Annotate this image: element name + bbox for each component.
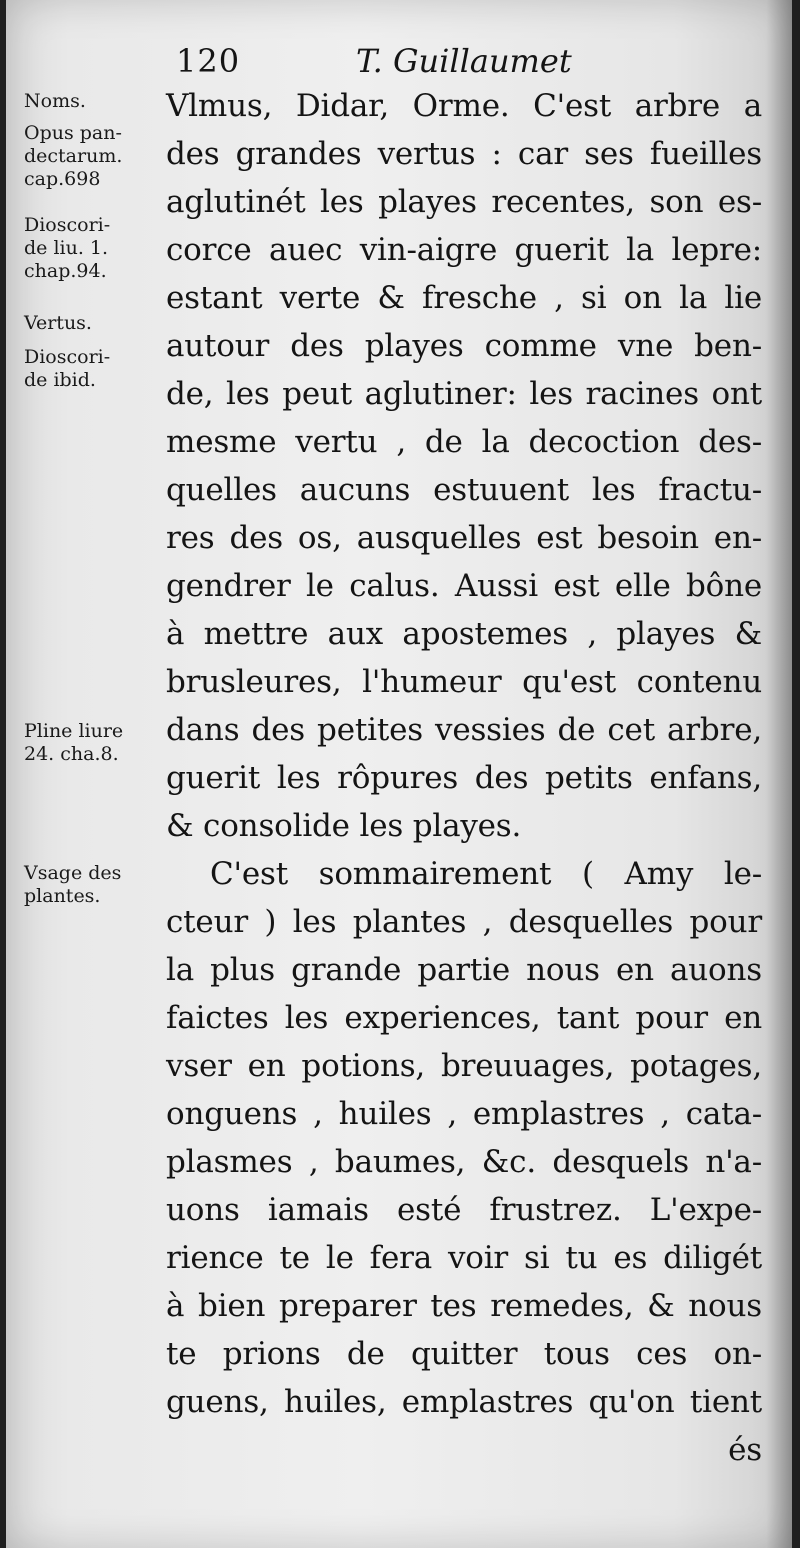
text-line: à mettre aux apostemes , playes &: [166, 616, 762, 652]
text-line: uons iamais esté frustrez. L'expe-: [166, 1192, 762, 1228]
book-page: [6, 0, 792, 1548]
text-line: guerit les rôpures des petits enfans,: [166, 760, 762, 796]
margin-note-opus: [24, 122, 122, 191]
margin-note-dioscoride-1: [24, 214, 110, 283]
margin-note-dioscoride-2: [24, 346, 110, 392]
margin-note-pline: [24, 720, 123, 766]
text-line: onguens , huiles , emplastres , cata-: [166, 1096, 762, 1132]
text-line: quelles aucuns estuuent les fractu-: [166, 472, 762, 508]
text-line: des grandes vertus : car ses fueilles: [166, 136, 762, 172]
text-line: à bien preparer tes remedes, & nous: [166, 1288, 762, 1324]
margin-note-vertus: [24, 312, 92, 335]
margin-note-line: chap.94.: [24, 260, 107, 282]
running-title: T. Guillaumet: [356, 42, 572, 80]
margin-note-line: Vertus.: [24, 312, 92, 334]
margin-note-line: 24. cha.8.: [24, 743, 119, 765]
text-line: & consolide les playes.: [166, 808, 522, 844]
text-line: de, les peut aglutiner: les racines ont: [166, 376, 762, 412]
margin-note-line: cap.698: [24, 168, 101, 190]
main-text-block: [166, 88, 762, 1528]
text-line: la plus grande partie nous en auons: [166, 952, 762, 988]
text-line: gendrer le calus. Aussi est elle bône: [166, 568, 762, 604]
text-line: dans des petites vessies de cet arbre,: [166, 712, 762, 748]
text-line: autour des playes comme vne ben-: [166, 328, 762, 364]
margin-note-line: de liu. 1.: [24, 237, 109, 259]
margin-note-line: Pline liure: [24, 720, 124, 742]
text-line: cteur ) les plantes , desquelles pour: [166, 904, 762, 940]
text-line: Vlmus, Didar, Orme. C'est arbre a: [166, 88, 762, 124]
text-line: aglutinét les playes recentes, son es-: [166, 184, 762, 220]
margin-notes: [6, 0, 156, 1548]
text-line: plasmes , baumes, &c. desquels n'a-: [166, 1144, 762, 1180]
text-line: te prions de quitter tous ces on-: [166, 1336, 762, 1372]
margin-note-line: Dioscori-: [24, 346, 111, 368]
text-line: C'est sommairement ( Amy le-: [210, 856, 762, 892]
margin-note-line: plantes.: [24, 885, 101, 907]
spine-shadow: [766, 0, 792, 1548]
text-line: vser en potions, breuuages, potages,: [166, 1048, 762, 1084]
running-header: [166, 42, 766, 86]
text-line: rience te le fera voir si tu es diligét: [166, 1240, 762, 1276]
margin-note-line: de ibid.: [24, 369, 96, 391]
margin-note-line: Vsage des: [24, 862, 122, 884]
page-number: 120: [176, 42, 241, 80]
margin-note-line: Dioscori-: [24, 214, 111, 236]
margin-note-line: dectarum.: [24, 145, 123, 167]
text-line: faictes les experiences, tant pour en: [166, 1000, 762, 1036]
margin-note-vsage: [24, 862, 121, 908]
text-line: corce auec vin-aigre guerit la lepre:: [166, 232, 762, 268]
margin-note-line: Noms.: [24, 90, 86, 112]
margin-note-noms: [24, 90, 86, 113]
text-line: res des os, ausquelles est besoin en-: [166, 520, 762, 556]
text-line: brusleures, l'humeur qu'est contenu: [166, 664, 762, 700]
catchword: és: [728, 1432, 762, 1468]
margin-note-line: Opus pan-: [24, 122, 122, 144]
text-line: estant verte & fresche , si on la lie: [166, 280, 762, 316]
text-line: mesme vertu , de la decoction des-: [166, 424, 762, 460]
text-line: guens, huiles, emplastres qu'on tient: [166, 1384, 762, 1420]
